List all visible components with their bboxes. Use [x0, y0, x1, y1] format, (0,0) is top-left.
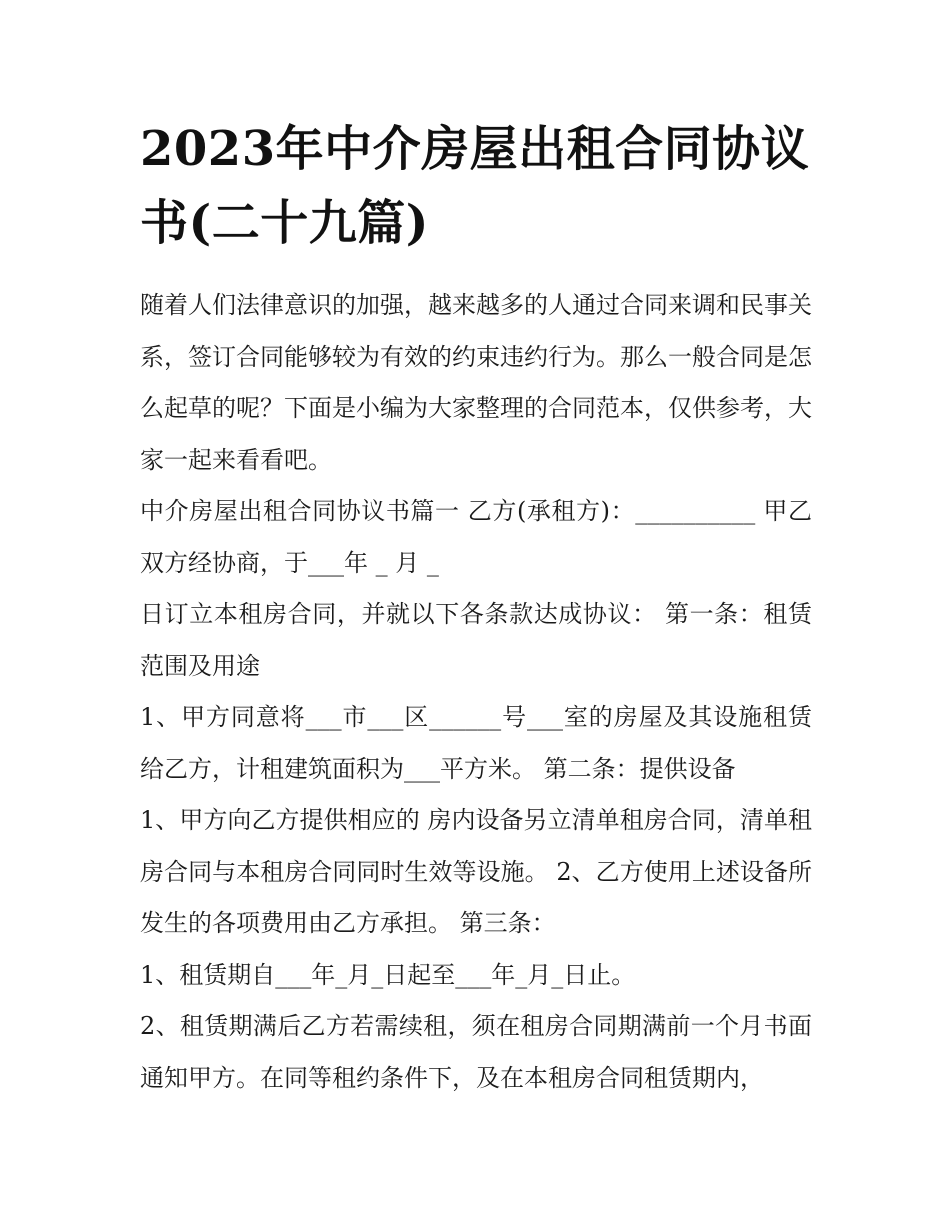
paragraph-clause-3-2: 2、租赁期满后乙方若需续租，须在租房合同期满前一个月书面通知甲方。在同等租约条件下，及在本租房合同租赁期内，	[140, 1012, 812, 1092]
document-body	[140, 280, 812, 1104]
paragraph-article-header: 中介房屋出租合同协议书篇一 乙方(承租方)：__________ 甲乙双方经协商，于___年 _ 月 _	[140, 497, 812, 577]
paragraph-clause-2-1: 1、甲方向乙方提供相应的 房内设备另立清单租房合同，清单租房合同与本租房合同同时生效等设施。 2、乙方使用上述设备所发生的各项费用由乙方承担。 第三条：	[140, 806, 812, 937]
document-page	[140, 112, 812, 1104]
paragraph-clause-3-1: 1、租赁期自___年_月_日起至___年_月_日止。	[140, 960, 636, 989]
document-title: 2023年中介房屋出租合同协议书(二十九篇)	[140, 121, 810, 251]
paragraph-clause-1-1: 1、甲方同意将___市___区______号___室的房屋及其设施租赁给乙方，计租建筑面积为___平方米。 第二条：提供设备	[140, 703, 812, 783]
paragraph-intro: 随着人们法律意识的加强，越来越多的人通过合同来调和民事关系，签订合同能够较为有效的约束违约行为。那么一般合同是怎么起草的呢？下面是小编为大家整理的合同范本，仅供参考，大家一起来看看吧。	[140, 291, 812, 474]
paragraph-agreement: 日订立本租房合同，并就以下各条款达成协议： 第一条：租赁范围及用途	[140, 600, 812, 680]
